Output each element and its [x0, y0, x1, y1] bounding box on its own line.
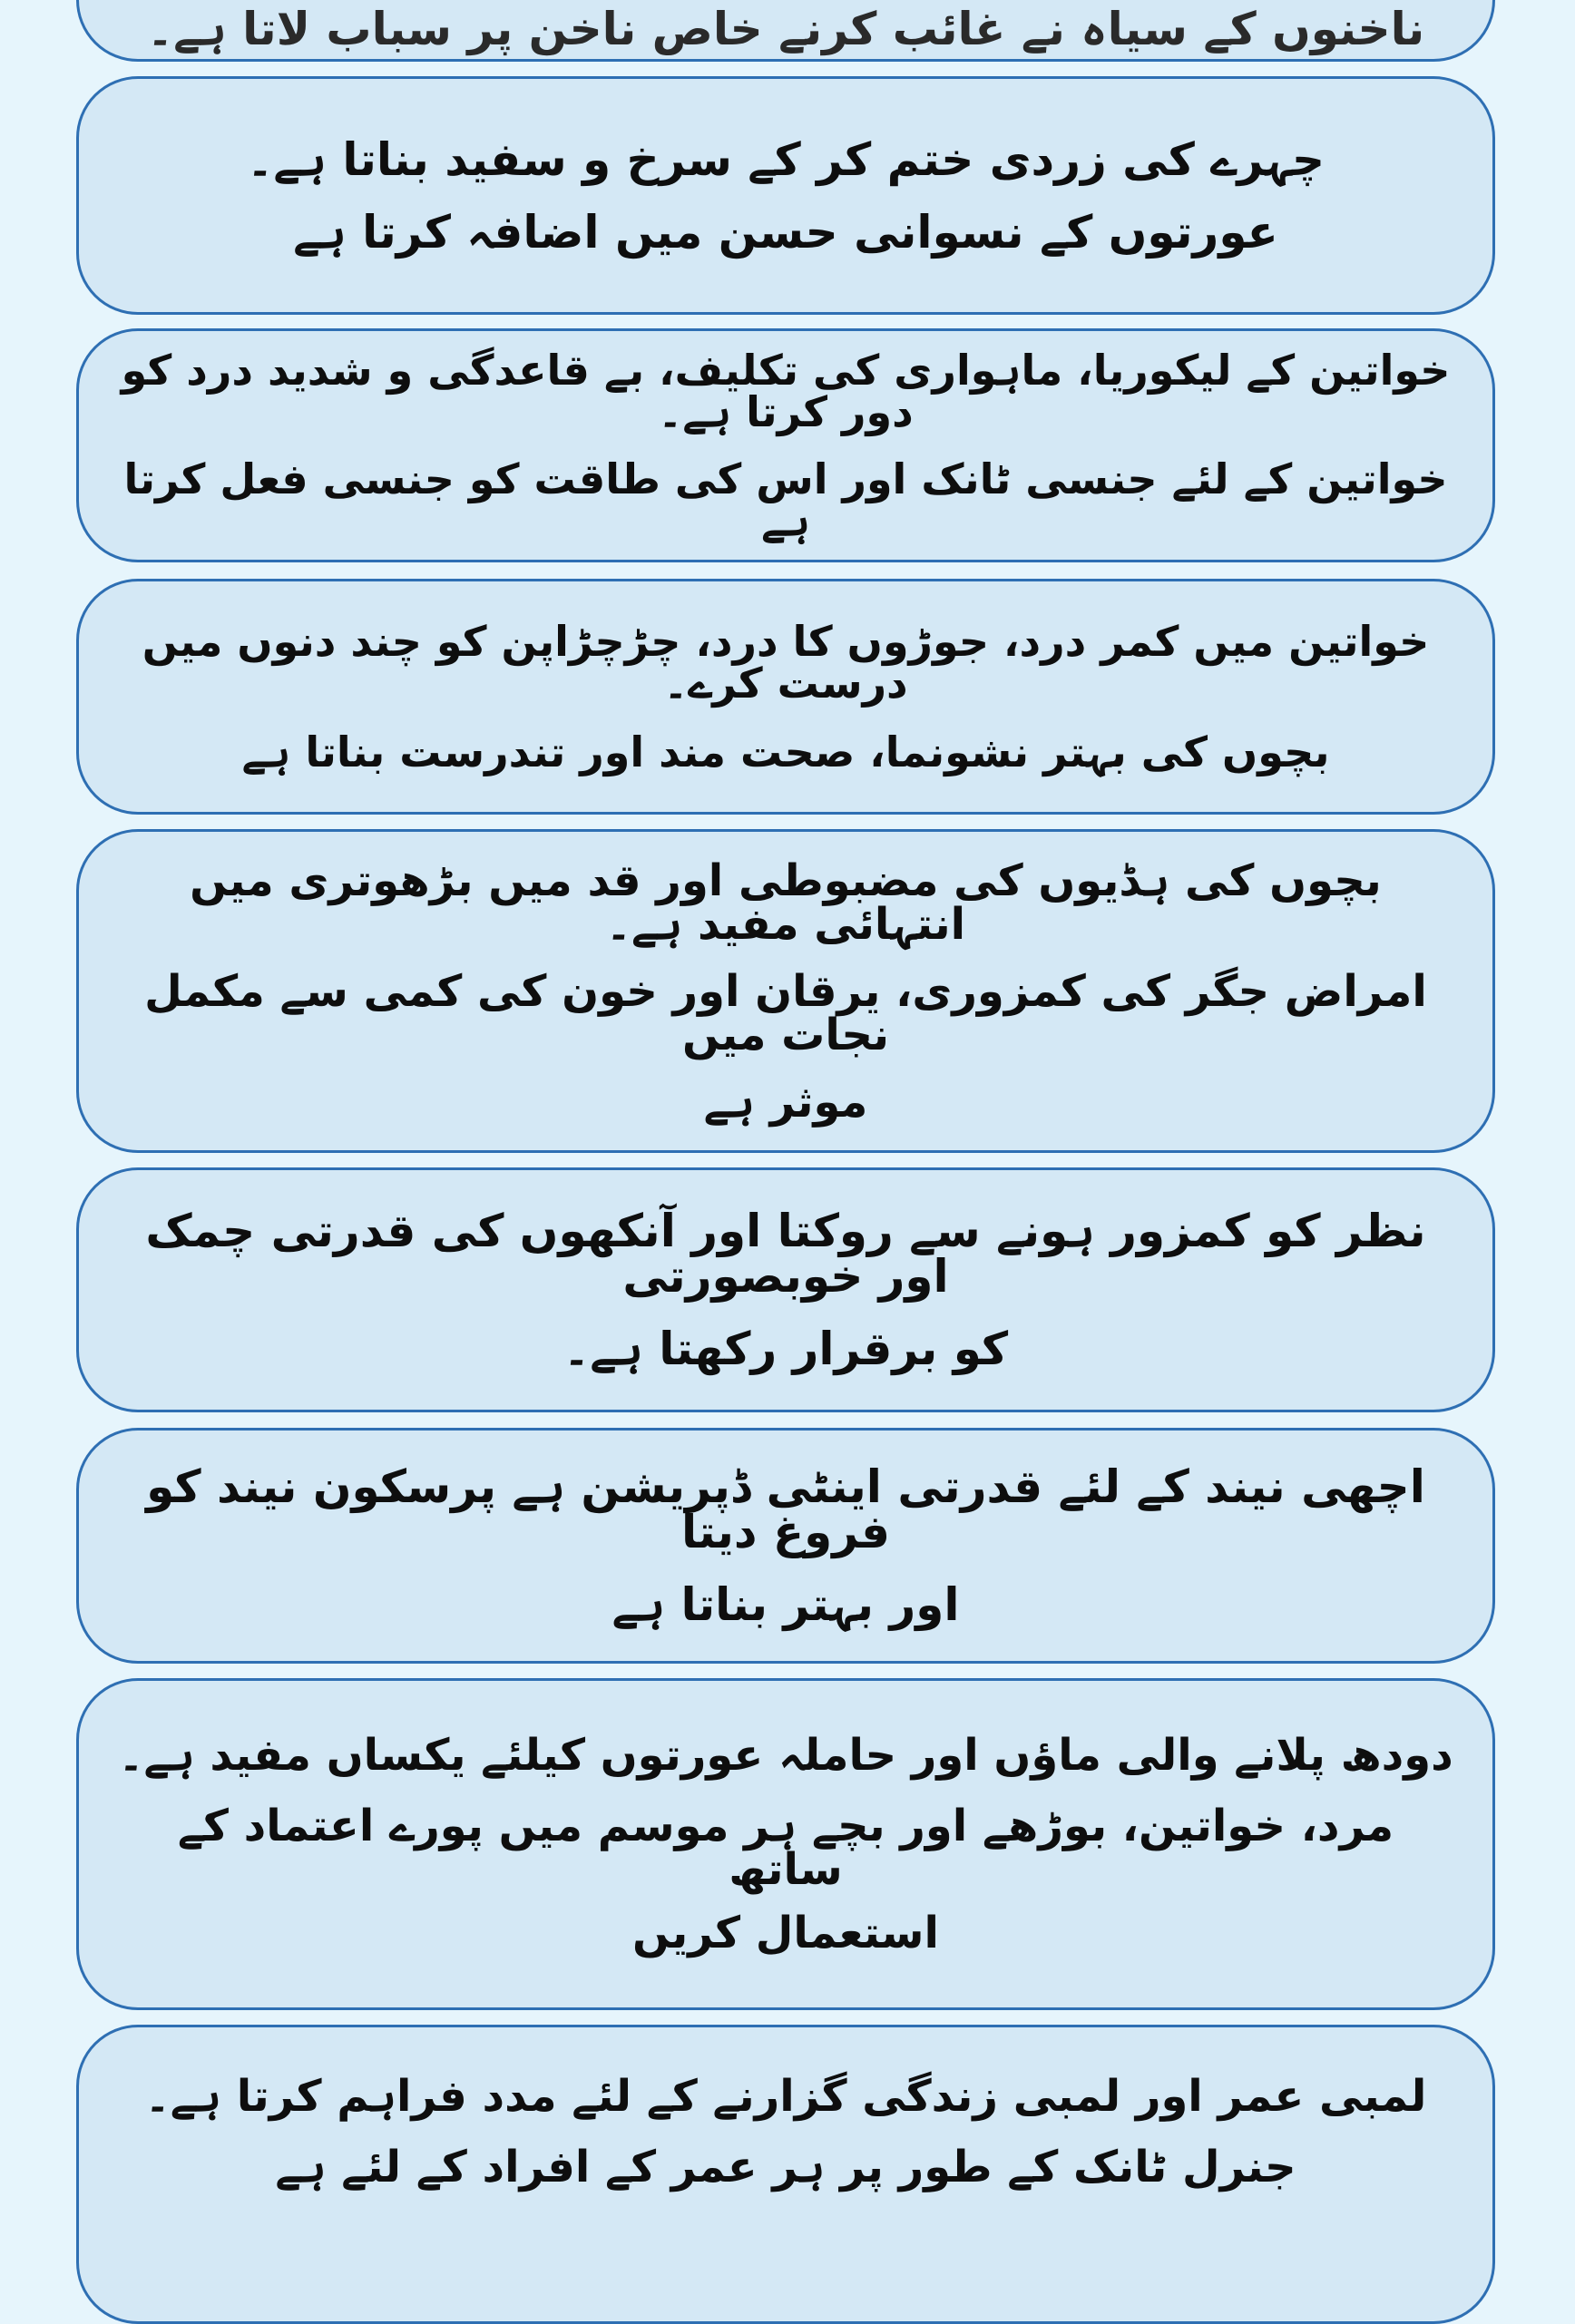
benefit-line: استعمال کریں — [632, 1908, 939, 1958]
benefit-line: عورتوں کے نسوانی حسن میں اضافہ کرتا ہے — [293, 205, 1278, 259]
benefit-line: خواتین کے لیکوریا، ماہواری کی تکلیف، بے قاعدگی و شدید درد کو دور کرتا ہے۔ — [121, 346, 1451, 436]
benefit-line: چہرے کی زردی ختم کر کے سرخ و سفید بناتا ہے۔ — [247, 132, 1325, 186]
benefit-card-eyesight — [76, 1167, 1495, 1412]
benefit-line: ناخنوں کے سیاہ نے غائب کرنے خاص ناخن پر سباب لاتا ہے۔ — [146, 3, 1425, 55]
benefit-card-joint-pain — [76, 579, 1495, 815]
benefit-line: بچوں کی ہڈیوں کی مضبوطی اور قد میں بڑھوتری میں انتہائی مفید ہے۔ — [190, 854, 1382, 950]
benefit-card-longevity — [76, 2025, 1495, 2324]
benefit-card-bones-liver — [76, 829, 1495, 1153]
benefit-line: امراض جگر کی کمزوری، یرقان اور خون کی کمی سے مکمل نجات میں — [144, 965, 1427, 1060]
benefit-line: اچھی نیند کے لئے قدرتی اینٹی ڈپریشن ہے پرسکون نیند کو فروغ دیتا — [146, 1460, 1425, 1558]
benefit-card-womens-health — [76, 328, 1495, 562]
benefit-line: بچوں کی بہتر نشونما، صحت مند اور تندرست بناتا ہے — [241, 727, 1330, 776]
benefit-card-complexion — [76, 76, 1495, 315]
benefit-line: لمبی عمر اور لمبی زندگی گزارنے کے لئے مدد فراہم کرتا ہے۔ — [144, 2071, 1427, 2122]
benefit-card-sleep — [76, 1428, 1495, 1664]
benefit-card-nursing-mothers — [76, 1678, 1495, 2010]
benefit-line: جنرل ٹانک کے طور پر ہر عمر کے افراد کے لئے ہے — [275, 2142, 1296, 2192]
benefit-line: مرد، خواتین، بوڑھے اور بچے ہر موسم میں پورے اعتماد کے ساتھ — [177, 1801, 1394, 1895]
benefit-line: دودھ پلانے والی ماؤں اور حاملہ عورتوں کیلئے یکساں مفید ہے۔ — [118, 1730, 1453, 1781]
benefit-line: خواتین کے لئے جنسی ٹانک اور اس کی طاقت کو جنسی فعل کرتا ہے — [123, 454, 1448, 545]
benefit-line: اور بہتر بناتا ہے — [611, 1578, 960, 1631]
benefit-line: کو برقرار رکھتا ہے۔ — [562, 1323, 1009, 1375]
benefit-card-nails — [76, 0, 1495, 62]
benefit-line: موثر ہے — [703, 1076, 868, 1128]
benefit-line: نظر کو کمزور ہونے سے روکتا اور آنکھوں کی قدرتی چمک اور خوبصورتی — [145, 1205, 1426, 1303]
benefit-line: خواتین میں کمر درد، جوڑوں کا درد، چڑچڑاپن کو چند دنوں میں درست کرے۔ — [142, 617, 1430, 708]
